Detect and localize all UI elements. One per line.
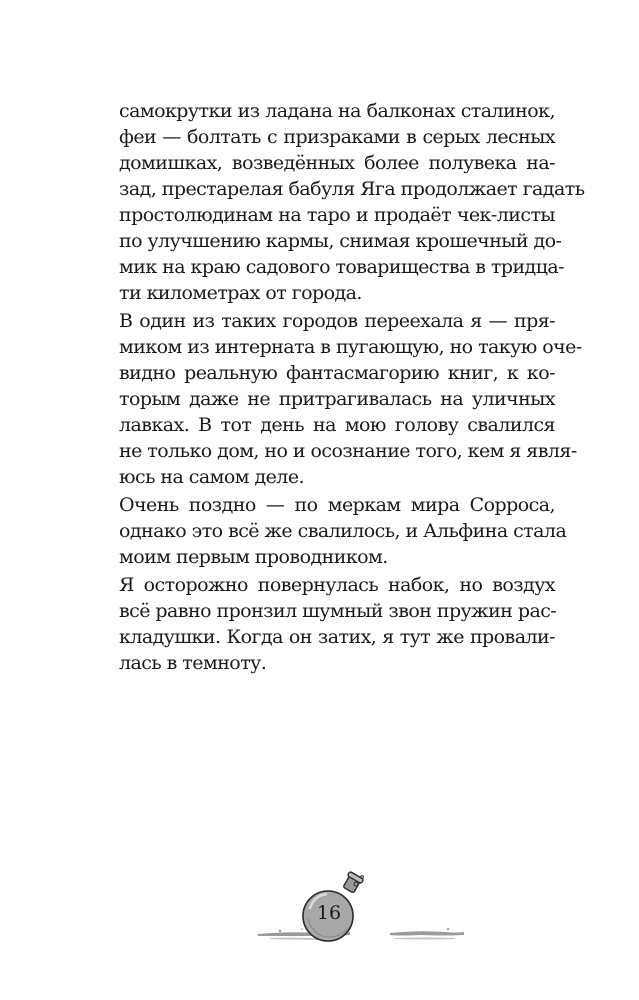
paragraph xyxy=(119,572,555,676)
text-line: В один из таких городов переехала я — пря- xyxy=(119,310,555,332)
text-line: простолюдинам на таро и продаёт чек-листы xyxy=(119,204,555,226)
paragraph xyxy=(119,492,567,570)
text-line: кладушки. Когда он затих, я тут же провали- xyxy=(119,626,555,648)
potion-flask-icon xyxy=(250,868,470,948)
text-line: Я осторожно повернулась набок, но воздух xyxy=(119,574,555,596)
text-line: однако это всё же свалилось, и Альфина стала xyxy=(119,520,567,542)
body-text xyxy=(119,98,585,678)
text-line: торым даже не притрагивалась на уличных xyxy=(119,388,555,410)
text-line: по улучшению кармы, снимая крошечный до- xyxy=(119,230,562,252)
text-line: мик на краю садового товарищества в тридца- xyxy=(119,256,565,278)
text-line: не только дом, но и осознание того, кем я явля- xyxy=(119,440,577,462)
text-line: юсь на самом деле. xyxy=(119,466,304,488)
folio-ornament xyxy=(250,868,470,948)
text-line: зад, престарелая бабуля Яга продолжает гадать xyxy=(119,178,585,200)
text-line: феи — болтать с призраками в серых лесных xyxy=(119,126,555,148)
text-line: видно реальную фантасмагорию книг, к ко- xyxy=(119,362,555,384)
text-line: ти километрах от города. xyxy=(119,282,362,304)
text-line: моим первым проводником. xyxy=(119,546,388,568)
text-line: лавках. В тот день на мою голову свалился xyxy=(119,414,555,436)
text-line: лась в темноту. xyxy=(119,652,267,674)
paragraph xyxy=(119,308,582,490)
text-line: самокрутки из ладана на балконах сталинок, xyxy=(119,100,555,122)
text-line: всё равно пронзил шумный звон пружин рас- xyxy=(119,600,557,622)
text-line: Очень поздно — по меркам мира Сорроса, xyxy=(119,494,555,516)
text-line: домишках, возведённых более полувека на- xyxy=(119,152,555,174)
page-number: 16 xyxy=(316,902,342,924)
text-line: миком из интерната в пугающую, но такую оче- xyxy=(119,336,582,358)
paragraph xyxy=(119,98,585,306)
